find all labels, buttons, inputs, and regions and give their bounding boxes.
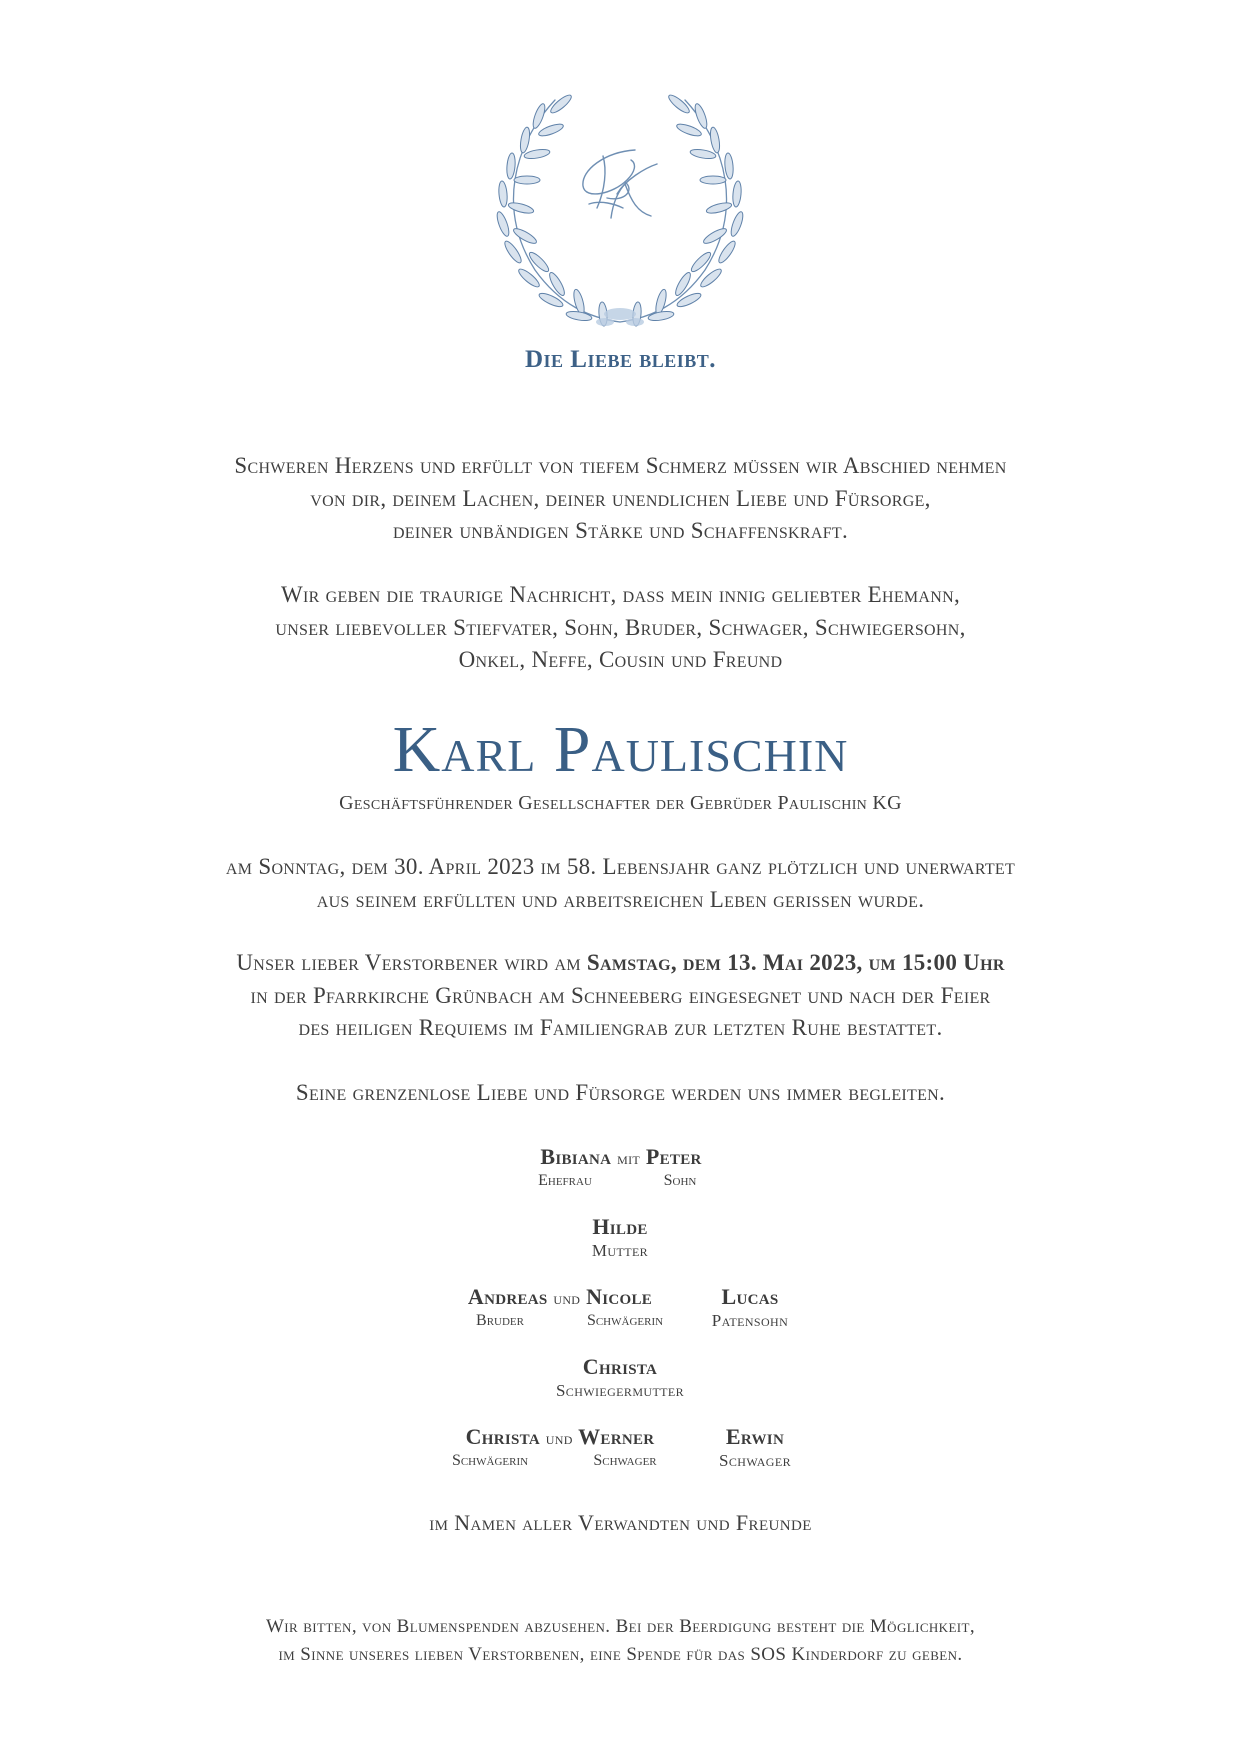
mourner-joiner: und <box>553 1289 581 1308</box>
mourner-name: Hilde <box>592 1214 648 1239</box>
death-line: am Sonntag, dem 30. April 2023 im 58. Lebensjahr ganz plötzlich und unerwartet <box>225 854 1016 879</box>
motto: Die Liebe bleibt. <box>524 346 717 373</box>
mourner-group-lucas <box>695 1284 805 1332</box>
footer-note <box>0 1613 1241 1669</box>
intro-line: Schweren Herzens und erfüllt von tiefem Schmerz müssen wir Abschied nehmen <box>234 453 1007 478</box>
mourner-name: Bibiana <box>540 1144 612 1169</box>
mourner-relation: Schwägerin <box>586 1312 664 1329</box>
funeral-line: in der Pfarrkirche Grünbach am Schneeberg eingesegnet und nach der Feier <box>250 982 991 1008</box>
intro-paragraph <box>0 450 1241 548</box>
mourner-relation: Schwager <box>719 1451 791 1470</box>
mourner-group-christa <box>520 1354 720 1402</box>
deceased-role: Geschäftsführender Gesellschafter der Gebrüder Paulischin KG <box>339 792 902 814</box>
mourner-group-erwin <box>700 1424 810 1472</box>
announce-line: Wir geben die traurige Nachricht, dass mein innig geliebter Ehemann, <box>280 582 961 607</box>
intro-line: deiner unbändigen Stärke und Schaffenskraft. <box>392 518 849 543</box>
mourner-relation: Sohn <box>663 1172 697 1189</box>
announce-line: unser liebevoller Stiefvater, Sohn, Bruder, Schwager, Schwiegersohn, <box>275 614 966 640</box>
death-paragraph <box>0 851 1241 916</box>
mourner-group-bibiana-peter <box>526 1144 716 1172</box>
mourner-group-andreas-nicole <box>440 1284 680 1312</box>
mourner-relation: Patensohn <box>711 1311 789 1330</box>
mourner-name: Christa <box>582 1354 658 1379</box>
mourner-name: Erwin <box>725 1424 785 1449</box>
funeral-date: Samstag, dem 13. Mai 2023, um 15:00 Uhr <box>586 950 1005 975</box>
mourner-name: Andreas <box>467 1284 548 1309</box>
mourner-relation: Schwiegermutter <box>555 1381 685 1400</box>
mourner-relation: Schwägerin <box>451 1452 529 1469</box>
mourner-group-christa-werner <box>440 1424 680 1452</box>
death-line: aus seinem erfüllten und arbeitsreichen Leben gerissen wurde. <box>316 886 925 912</box>
mourner-name: Werner <box>578 1424 655 1449</box>
mourner-relation: Bruder <box>476 1312 524 1329</box>
announce-line: Onkel, Neffe, Cousin und Freund <box>458 647 783 672</box>
mourner-name: Lucas <box>721 1284 779 1309</box>
footer-line: Wir bitten, von Blumenspenden abzusehen. Bei der Beerdigung besteht die Möglichkeit, <box>265 1616 976 1637</box>
funeral-paragraph <box>0 947 1241 1045</box>
mourner-joiner: mit <box>617 1149 641 1168</box>
mourner-group-hilde <box>520 1214 720 1262</box>
mourner-joiner: und <box>545 1429 573 1448</box>
mourner-name: Peter <box>645 1144 702 1169</box>
announcement-paragraph <box>0 579 1241 677</box>
funeral-line: des heiligen Requiems im Familiengrab zur letzten Ruhe bestattet. <box>298 1015 943 1040</box>
funeral-line-intro: Unser lieber Verstorbener wird am <box>236 950 587 975</box>
mourner-relation: Schwager <box>593 1452 657 1469</box>
mourner-name: Christa <box>465 1424 540 1449</box>
deceased-name: Karl Paulischin <box>392 713 849 786</box>
closing-line: im Namen aller Verwandten und Freunde <box>429 1510 812 1535</box>
remembrance-line: Seine grenzenlose Liebe und Fürsorge werden uns immer begleiten. <box>295 1080 946 1105</box>
footer-line: im Sinne unseres lieben Verstorbenen, eine Spende für das SOS Kinderdorf zu geben. <box>278 1644 963 1665</box>
laurel-wreath-monogram-icon <box>485 90 755 340</box>
mourner-name: Nicole <box>586 1284 653 1309</box>
mourner-relation: Mutter <box>591 1241 649 1260</box>
funeral-line <box>0 947 1241 980</box>
intro-line: von dir, deinem Lachen, deiner unendlichen Liebe und Fürsorge, <box>310 485 931 511</box>
mourner-relation: Ehefrau <box>538 1172 592 1189</box>
